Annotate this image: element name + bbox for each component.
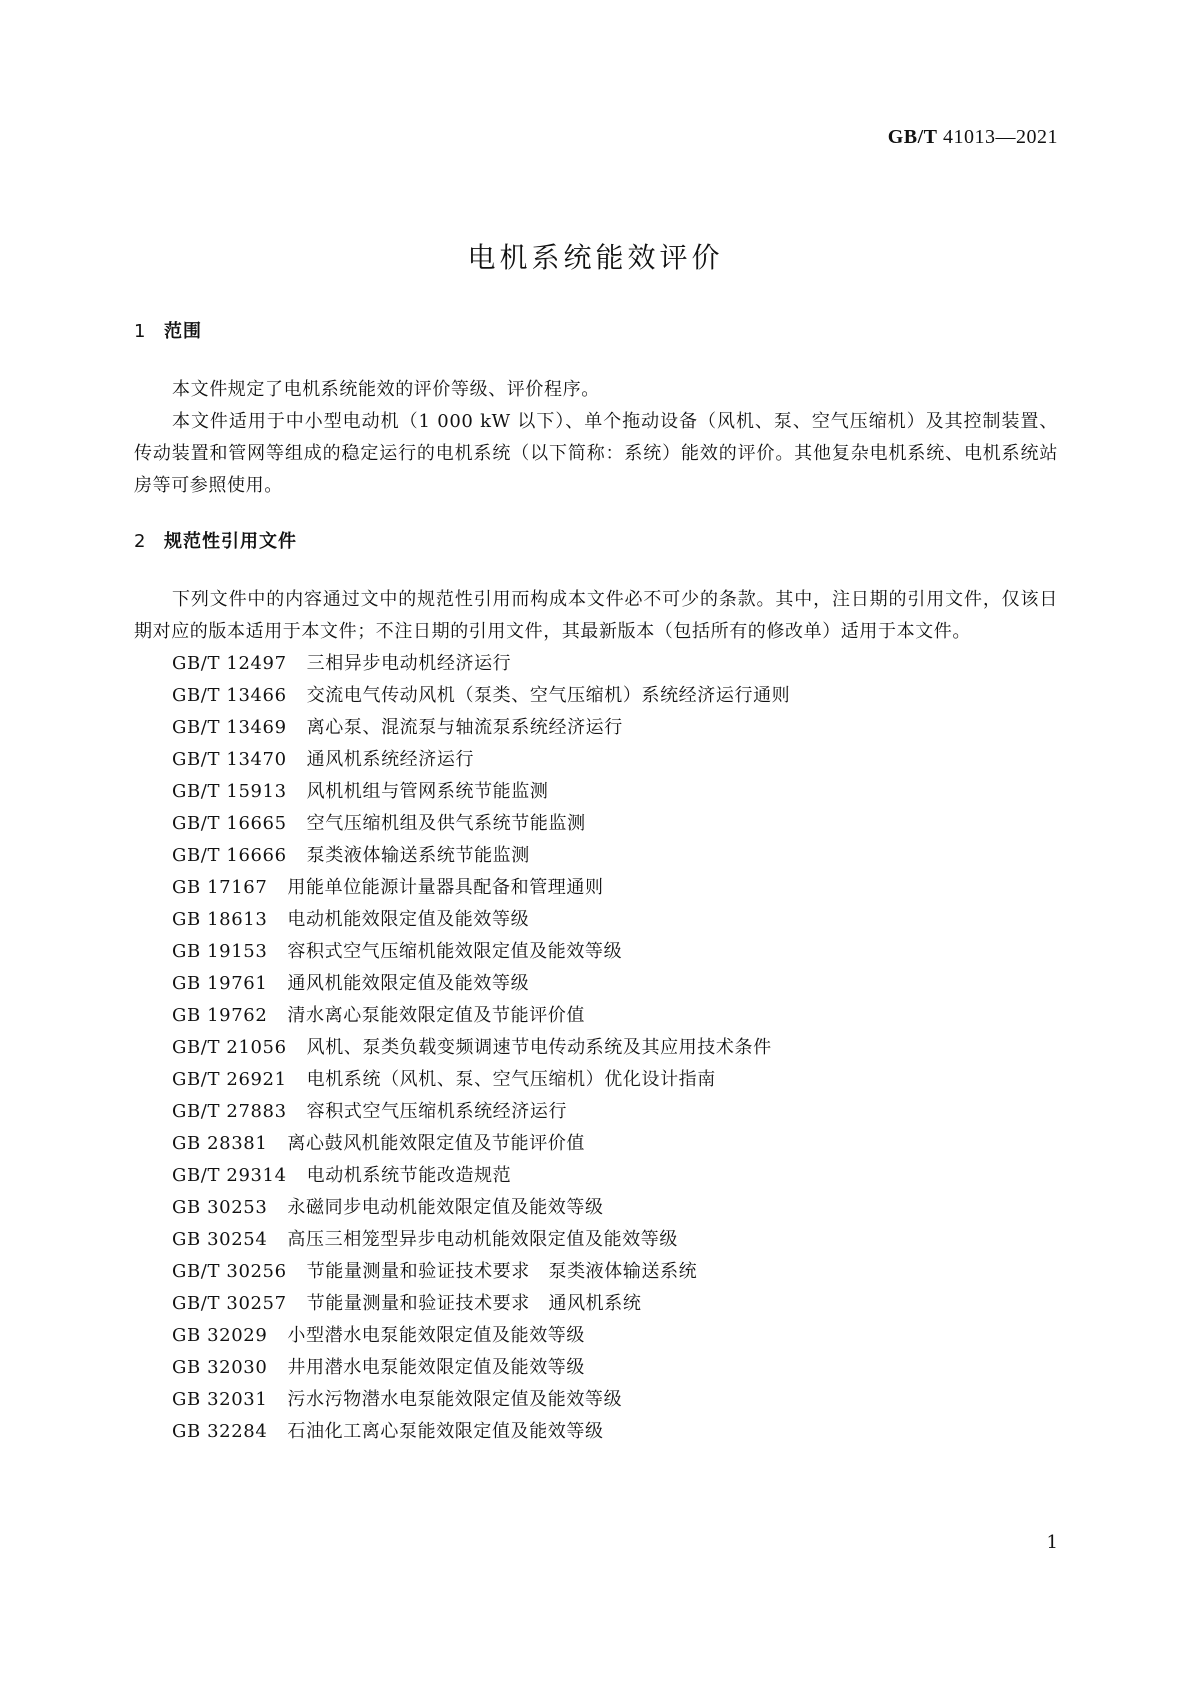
reference-item [172,1320,1058,1352]
reference-title: 通风机系统经济运行 [306,749,475,770]
paragraph: 本文件适用于中小型电动机（1 000 kW 以下）、单个拖动设备（风机、泵、空气压缩机）及其控制装置、传动装置和管网等组成的稳定运行的电机系统（以下简称：系统）能效的评价。其他复杂电机系统、电机系统站房等可参照使用。 [134,411,1058,496]
reference-item [172,744,1058,776]
reference-item [172,872,1058,904]
reference-title: 通风机能效限定值及能效等级 [287,973,530,994]
reference-code: GB/T 16666 [172,845,287,866]
reference-title: 离心鼓风机能效限定值及节能评价值 [287,1133,585,1154]
reference-title: 风机机组与管网系统节能监测 [306,781,549,802]
reference-code: GB 32030 [172,1357,268,1378]
reference-item [172,1384,1058,1416]
reference-item [172,1000,1058,1032]
reference-title: 污水污物潜水电泵能效限定值及能效等级 [287,1389,623,1410]
reference-code: GB/T 13466 [172,685,287,706]
reference-code: GB 30254 [172,1229,268,1250]
reference-title: 节能量测量和验证技术要求 泵类液体输送系统 [306,1261,698,1282]
reference-item [172,808,1058,840]
reference-item [172,968,1058,1000]
section-heading-normative-references [134,530,1058,554]
reference-code: GB/T 29314 [172,1165,287,1186]
reference-title: 永磁同步电动机能效限定值及能效等级 [287,1197,604,1218]
reference-title: 风机、泵类负载变频调速节电传动系统及其应用技术条件 [306,1037,772,1058]
reference-title: 节能量测量和验证技术要求 通风机系统 [306,1293,642,1314]
reference-title: 空气压缩机组及供气系统节能监测 [306,813,586,834]
reference-title: 高压三相笼型异步电动机能效限定值及能效等级 [287,1229,678,1250]
reference-code: GB 19153 [172,941,268,962]
reference-list [134,648,1058,1448]
reference-code: GB 17167 [172,877,268,898]
reference-code: GB/T 30256 [172,1261,287,1282]
reference-item [172,1288,1058,1320]
reference-title: 清水离心泵能效限定值及节能评价值 [287,1005,585,1026]
reference-code: GB/T 27883 [172,1101,287,1122]
reference-title: 井用潜水电泵能效限定值及能效等级 [287,1357,585,1378]
document-title: 电机系统能效评价 [467,241,724,274]
reference-item [172,1352,1058,1384]
reference-item [172,1128,1058,1160]
reference-code: GB 30253 [172,1197,268,1218]
reference-title: 电机系统（风机、泵、空气压缩机）优化设计指南 [306,1069,716,1090]
reference-item [172,1256,1058,1288]
reference-code: GB 28381 [172,1133,268,1154]
reference-code: GB/T 12497 [172,653,287,674]
section-heading-scope [134,320,1058,344]
reference-code: GB/T 16665 [172,813,287,834]
reference-code: GB/T 30257 [172,1293,287,1314]
reference-title: 泵类液体输送系统节能监测 [306,845,530,866]
section-title: 规范性引用文件 [164,531,297,552]
reference-item [172,1224,1058,1256]
reference-item [172,1192,1058,1224]
paragraph: 下列文件中的内容通过文中的规范性引用而构成本文件必不可少的条款。其中，注日期的引用文件，仅该日期对应的版本适用于本文件；不注日期的引用文件，其最新版本（包括所有的修改单）适用于本文件。 [134,589,1058,642]
reference-item [172,904,1058,936]
page-number: 1 [1046,1532,1058,1553]
reference-item [172,1160,1058,1192]
reference-item [172,840,1058,872]
reference-title: 小型潜水电泵能效限定值及能效等级 [287,1325,585,1346]
reference-item [172,712,1058,744]
reference-item [172,1064,1058,1096]
reference-item [172,1416,1058,1448]
reference-code: GB 19761 [172,973,268,994]
reference-code: GB/T 15913 [172,781,287,802]
paragraph: 本文件规定了电机系统能效的评价等级、评价程序。 [172,379,600,400]
document-code-number: 41013—2021 [937,126,1058,148]
section-title: 范围 [164,321,202,342]
reference-title: 用能单位能源计量器具配备和管理通则 [287,877,604,898]
reference-title: 石油化工离心泵能效限定值及能效等级 [287,1421,604,1442]
reference-item [172,1032,1058,1064]
reference-item [172,1096,1058,1128]
section-number: 2 [134,531,147,552]
reference-title: 电动机系统节能改造规范 [306,1165,512,1186]
reference-title: 交流电气传动风机（泵类、空气压缩机）系统经济运行通则 [306,685,791,706]
document-code [888,126,1058,149]
reference-title: 电动机能效限定值及能效等级 [287,909,530,930]
reference-title: 离心泵、混流泵与轴流泵系统经济运行 [306,717,623,738]
reference-code: GB/T 26921 [172,1069,287,1090]
reference-item [172,776,1058,808]
section-number: 1 [134,321,147,342]
reference-code: GB 19762 [172,1005,268,1026]
reference-code: GB 32031 [172,1389,268,1410]
reference-title: 容积式空气压缩机能效限定值及能效等级 [287,941,623,962]
reference-code: GB/T 13469 [172,717,287,738]
reference-code: GB 32284 [172,1421,268,1442]
reference-code: GB/T 21056 [172,1037,287,1058]
section-scope [134,320,1058,502]
reference-code: GB 18613 [172,909,268,930]
section-normative-references [134,530,1058,1448]
reference-item [172,648,1058,680]
reference-code: GB 32029 [172,1325,268,1346]
document-code-prefix: GB/T [887,126,938,148]
reference-title: 三相异步电动机经济运行 [306,653,512,674]
reference-code: GB/T 13470 [172,749,287,770]
reference-item [172,680,1058,712]
reference-item [172,936,1058,968]
reference-title: 容积式空气压缩机系统经济运行 [306,1101,568,1122]
